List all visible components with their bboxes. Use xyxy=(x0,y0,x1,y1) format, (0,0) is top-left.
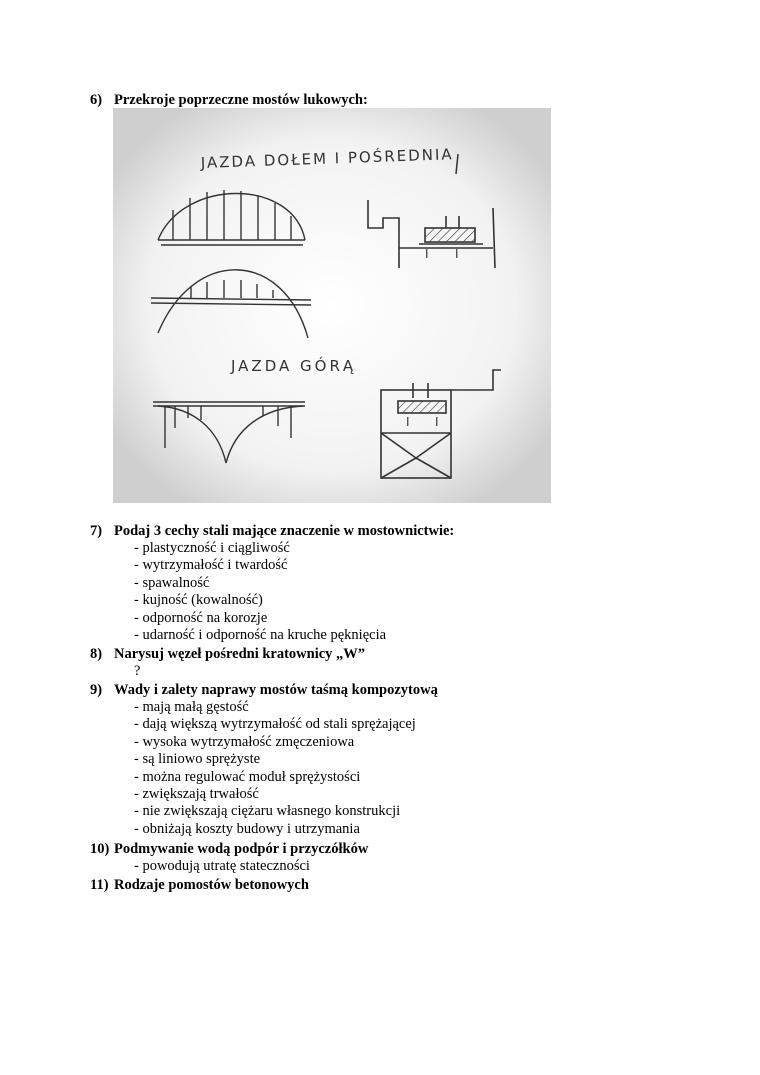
question-text: Podmywanie wodą podpór i przyczółków xyxy=(114,841,369,857)
question-8-heading xyxy=(90,645,365,663)
sketch-heading-bottom-deck: JAZDA DOŁEM I POŚREDNIA xyxy=(200,145,454,172)
question-9-answers xyxy=(134,699,416,838)
answer-item: - dają większą wytrzymałość od stali sprężającej xyxy=(134,716,416,733)
question-number: 11) xyxy=(90,877,109,893)
answer-item: - udarność i odporność na kruche pęknięcia xyxy=(134,626,387,643)
answer-item: ? xyxy=(134,663,141,679)
question-7-heading xyxy=(90,522,454,540)
question-text: Podaj 3 cechy stali mające znaczenie w mostownictwie: xyxy=(114,523,455,539)
answer-item: - obniżają koszty budowy i utrzymania xyxy=(134,820,360,837)
question-number: 6) xyxy=(90,92,103,108)
question-number: 9) xyxy=(90,682,103,698)
answer-item: - kujność (kowalność) xyxy=(134,592,263,609)
question-11-heading xyxy=(90,876,309,894)
question-8-answers xyxy=(134,663,140,680)
question-9-heading xyxy=(90,681,438,699)
answer-item: - można regulować moduł sprężystości xyxy=(134,768,361,785)
question-7-answers xyxy=(134,540,386,644)
sketch-heading-top-deck: JAZDA GÓRĄ xyxy=(231,357,357,375)
sketch-beam-label: I xyxy=(406,415,410,429)
sketch-beam-label: I xyxy=(425,247,429,261)
question-number: 10) xyxy=(90,841,110,857)
question-text: Wady i zalety naprawy mostów taśmą kompozytową xyxy=(114,682,438,698)
answer-item: - mają małą gęstość xyxy=(134,699,249,715)
question-6-heading xyxy=(90,91,368,109)
answer-item: - odporność na korozje xyxy=(134,609,268,626)
sketch-beam-label: I xyxy=(455,247,459,261)
question-number: 7) xyxy=(90,523,103,539)
sketch-beam-label: I xyxy=(435,415,439,429)
answer-item: - plastyczność i ciągliwość xyxy=(134,540,290,556)
answer-item: - powodują utratę stateczności xyxy=(134,858,310,874)
arch-bridge-sketch xyxy=(113,108,551,503)
question-text: Przekroje poprzeczne mostów lukowych: xyxy=(114,92,368,108)
answer-item: - nie zwiększają ciężaru własnego konstrukcji xyxy=(134,803,401,820)
answer-item: - wysoka wytrzymałość zmęczeniowa xyxy=(134,733,355,750)
question-10-answers xyxy=(134,858,310,875)
question-10-heading xyxy=(90,840,368,858)
question-text: Rodzaje pomostów betonowych xyxy=(114,877,309,893)
answer-item: - zwiększają trwałość xyxy=(134,785,259,802)
question-number: 8) xyxy=(90,646,103,662)
answer-item: - spawalność xyxy=(134,574,210,591)
answer-item: - są liniowo sprężyste xyxy=(134,751,261,768)
answer-item: - wytrzymałość i twardość xyxy=(134,557,288,574)
question-text: Narysuj węzeł pośredni kratownicy „W” xyxy=(114,646,366,662)
